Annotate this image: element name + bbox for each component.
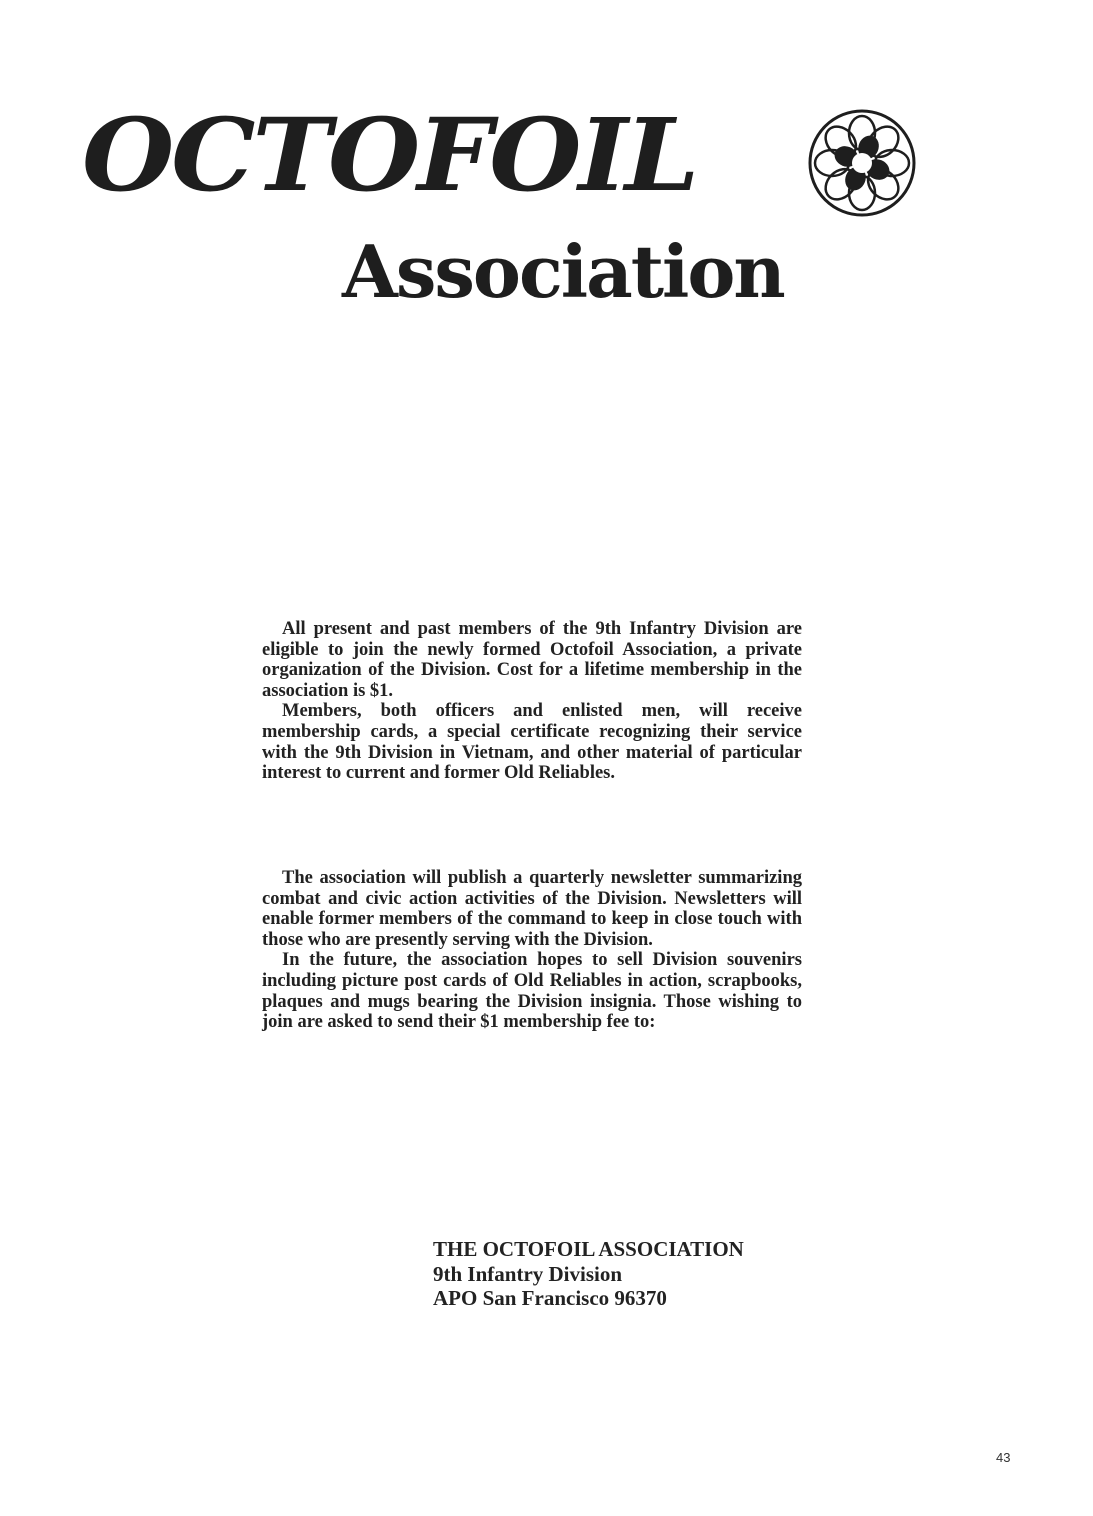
paragraph-newsletter: The association will publish a quarterly newsletter summarizing combat and civic action activities of the Division. Newsletters will enable former members of the command to keep in close touch with those who are presently serving with the Division. [262,868,802,950]
article-block-newsletter [262,868,802,1033]
masthead-subtitle: Association [342,229,784,314]
paragraph-souvenirs: In the future, the association hopes to sell Division souvenirs including picture post cards of Old Reliables in action, scrapbooks, plaques and mugs bearing the Division insignia. Those wishing to join are asked to send their $1 membership fee to: [262,950,802,1033]
page-number: 43 [996,1450,1011,1465]
octofoil-insignia-icon [807,104,917,222]
address-line-apo: APO San Francisco 96370 [433,1286,667,1310]
paragraph-benefits: Members, both officers and enlisted men, will receive membership cards, a special certificate recognizing their service with the 9th Division in Vietnam, and other material of particular interest to current and former Old Reliables. [262,701,802,784]
address-line-organization: THE OCTOFOIL ASSOCIATION [433,1237,744,1261]
address-line-division: 9th Infantry Division [433,1261,623,1286]
article-block-membership [262,619,802,784]
masthead-title: OCTOFOIL [82,96,697,214]
mailing-address [433,1237,744,1311]
paragraph-eligibility: All present and past members of the 9th Infantry Division are eligible to join the newly formed Octofoil Association, a private organization of the Division. Cost for a lifetime membership in the association is $1. [262,619,802,701]
